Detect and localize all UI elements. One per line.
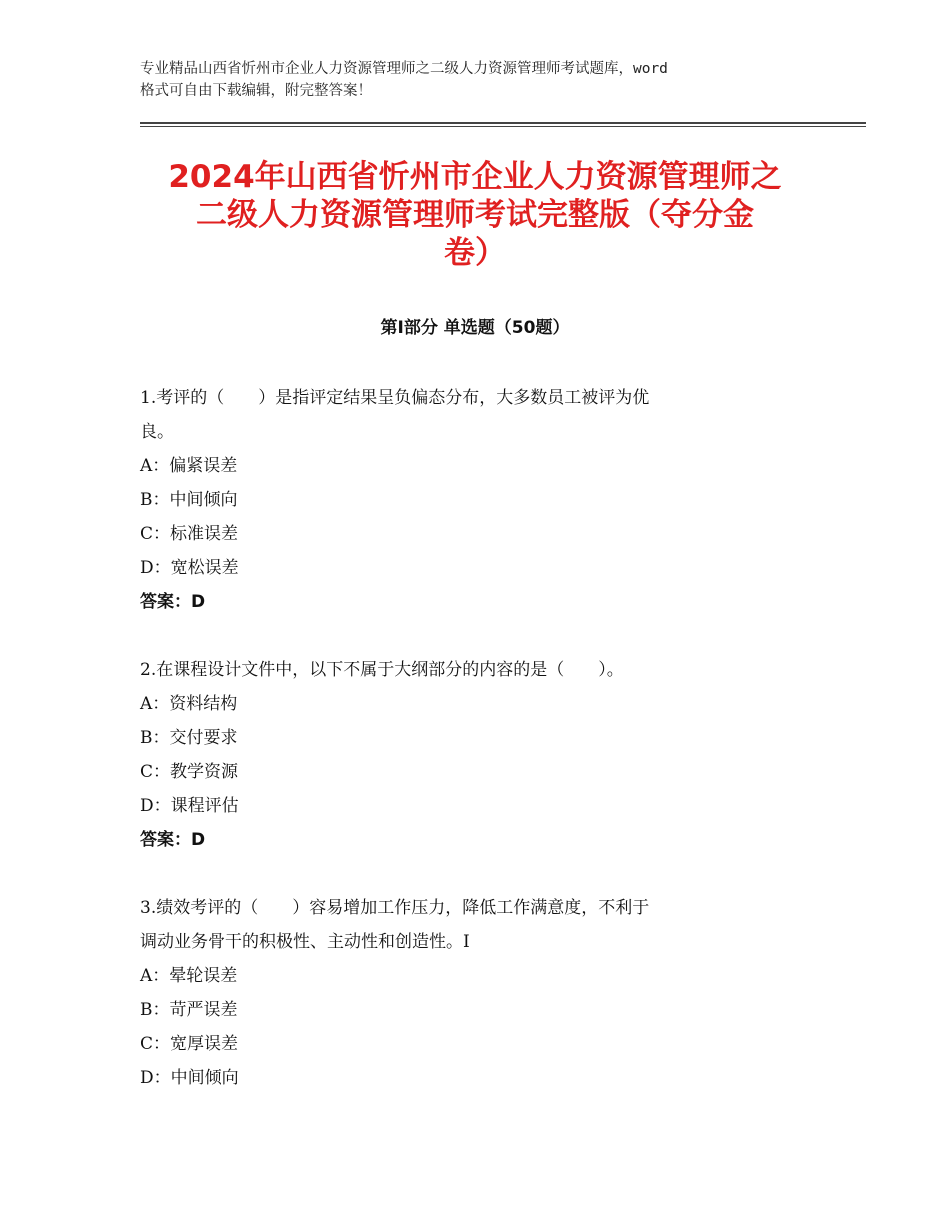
question-stem bbox=[140, 653, 810, 687]
question-2 bbox=[140, 653, 810, 857]
question-3 bbox=[140, 891, 810, 1095]
question-stem-line: 1.考评的（ ）是指评定结果呈负偏态分布，大多数员工被评为优 bbox=[140, 388, 650, 408]
option-b: B：中间倾向 bbox=[140, 490, 238, 510]
option-a: A：偏紧误差 bbox=[140, 456, 238, 476]
option-c: C：教学资源 bbox=[140, 762, 239, 782]
section-title: 第Ⅰ部分 单选题（50题） bbox=[380, 318, 570, 338]
option-a: A：资料结构 bbox=[140, 694, 238, 714]
option-d: D：课程评估 bbox=[140, 796, 239, 816]
document-title bbox=[100, 158, 850, 272]
question-stem-line: 调动业务骨干的积极性、主动性和创造性。I bbox=[140, 932, 470, 952]
document-title-line-3: 卷） bbox=[444, 235, 506, 271]
header-note bbox=[140, 58, 840, 102]
option-a: A：晕轮误差 bbox=[140, 966, 238, 986]
option-d: D：中间倾向 bbox=[140, 1068, 239, 1088]
header-divider-thick bbox=[140, 122, 866, 124]
question-1 bbox=[140, 381, 810, 619]
answer: 答案：D bbox=[140, 592, 206, 612]
question-stem bbox=[140, 891, 810, 959]
option-b: B：交付要求 bbox=[140, 728, 238, 748]
question-stem-line: 良。 bbox=[140, 422, 174, 442]
document-title-line-2: 二级人力资源管理师考试完整版（夺分金 bbox=[196, 197, 754, 233]
answer: 答案：D bbox=[140, 830, 206, 850]
header-note-line-1: 专业精品山西省忻州市企业人力资源管理师之二级人力资源管理师考试题库，word bbox=[140, 61, 668, 77]
question-stem-line: 3.绩效考评的（ ）容易增加工作压力，降低工作满意度，不利于 bbox=[140, 898, 650, 918]
header-divider-thin bbox=[140, 126, 866, 127]
question-stem bbox=[140, 381, 810, 449]
header-note-line-2: 格式可自由下载编辑，附完整答案！ bbox=[140, 83, 372, 99]
question-stem-line: 2.在课程设计文件中，以下不属于大纲部分的内容的是（ ）。 bbox=[140, 660, 624, 680]
document-title-line-1: 2024年山西省忻州市企业人力资源管理师之 bbox=[168, 159, 782, 195]
option-d: D：宽松误差 bbox=[140, 558, 239, 578]
option-c: C：标准误差 bbox=[140, 524, 239, 544]
option-c: C：宽厚误差 bbox=[140, 1034, 239, 1054]
option-b: B：苛严误差 bbox=[140, 1000, 238, 1020]
